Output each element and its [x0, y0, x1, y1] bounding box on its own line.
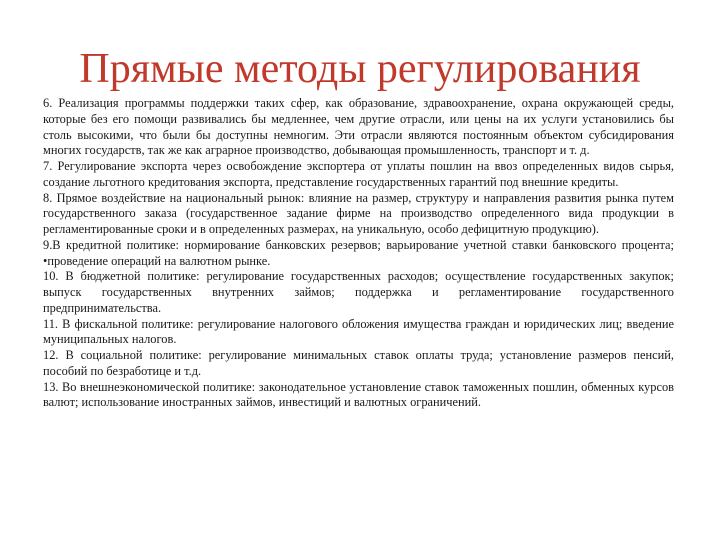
paragraph-8: 8. Прямое воздействие на национальный рынок: влияние на размер, структуру и направления развития рынка путем государственного заказа (государственное задание фирме на производство определенного вида продукции в регламентированные сроки и в определенных размерах, на уникальную, особо дефицитную продукцию).: [43, 190, 674, 236]
paragraph-9: 9.В кредитной политике: нормирование банковских резервов; варьирование учетной ставки банковского процента; •проведение операций на валютном рынке.: [43, 237, 674, 268]
paragraph-6: 6. Реализация программы поддержки таких сфер, как образование, здравоохранение, охрана окружающей среды, которые без его помощи развивались бы медленнее, чем другие отрасли, или цены на их услуги установились бы столь высокими, что были бы доступны немногим. Эти отрасли являются постоянным объектом субсидирования многих государств, так же как аграрное производство, добывающая промышленность, транспорт и т. д.: [43, 96, 674, 158]
slide-body: [43, 96, 674, 411]
slide-title: Прямые методы регулирования: [79, 46, 641, 92]
paragraph-10: 10. В бюджетной политике: регулирование государственных расходов; осуществление государственных закупок; выпуск государственных внутренних займов; поддержка и регламентирование государственного предпринимательства.: [43, 269, 674, 315]
paragraph-11: 11. В фискальной политике: регулирование налогового обложения имущества граждан и юридических лиц; введение муниципальных налогов.: [43, 316, 674, 347]
paragraph-7: 7. Регулирование экспорта через освобождение экспортера от уплаты пошлин на ввоз определенных видов сырья, создание льготного кредитования экспорта, представление государственных гарантий под внешние кредиты.: [43, 159, 674, 189]
paragraph-12: 12. В социальной политике: регулирование минимальных ставок оплаты труда; установление размеров пенсий, пособий по безработице и т.д.: [43, 348, 674, 378]
paragraph-13: 13. Во внешнеэкономической политике: законодательное установление ставок таможенных пошлин, обменных курсов валют; использование иностранных займов, инвестиций и валютных ограничений.: [43, 379, 674, 410]
